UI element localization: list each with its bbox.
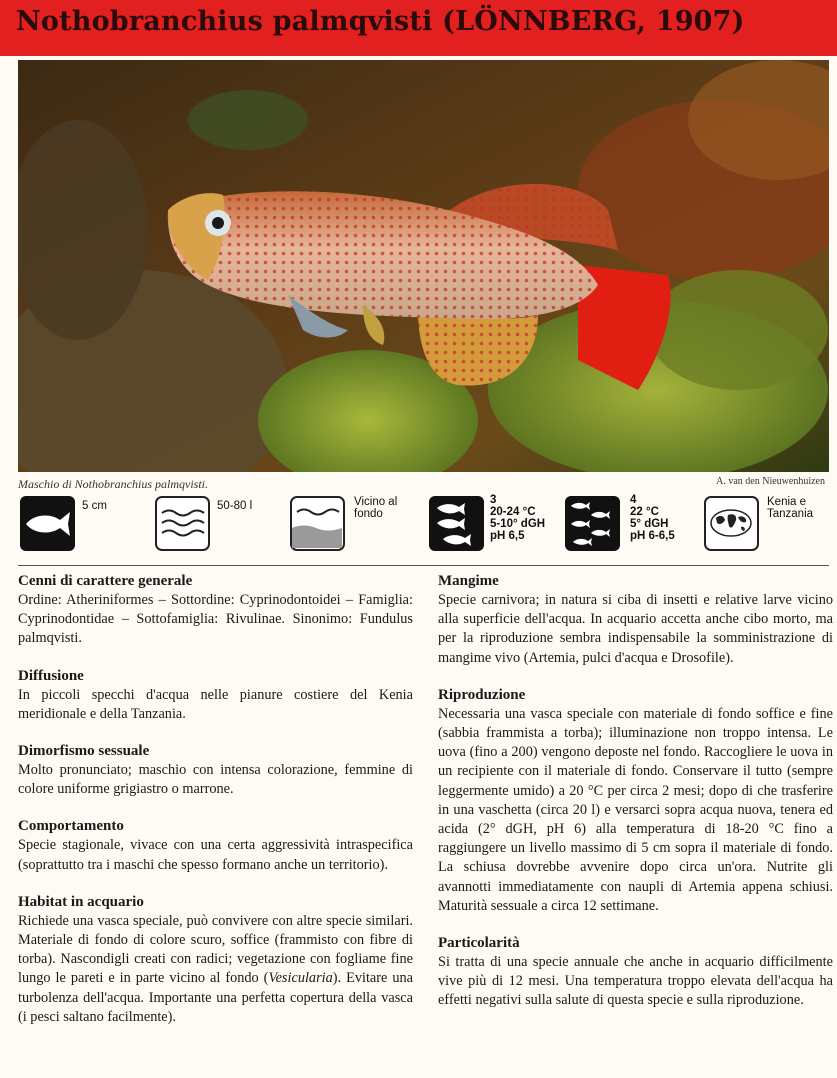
section-text: Richiede una vasca speciale, può convivere con altre specie similari. Materiale di fondo di colore scuro, soffice (frammisto con fibre di torba). Nascondigli creati con radici; vegetazione con fogliame fine lungo le pareti e in parte vicino al fondo (Vesicularia). Evitare una turbolenza dell'acqua. Importante una perfetta copertura della vasca (i pesci saltano facilmente). — [18, 912, 413, 1025]
section-heading: Dimorfismo sessuale — [18, 743, 150, 760]
tank-volume-icon — [155, 496, 210, 551]
section-text: Specie carnivora; in natura si ciba di insetti e relative larve vicino alla superficie dell'acqua. In acquario accetta anche cibo morto, ma per la riproduzione sembra indispensabile la somministrazione di mangime vivo (Artemia, pulci d'acqua e Drosofile). — [438, 592, 833, 666]
section-heading: Mangime — [438, 573, 499, 589]
section-general — [18, 572, 413, 649]
section-notes — [438, 934, 833, 1011]
group-b-params: 4 22 °C 5° dGH pH 6-6,5 — [630, 494, 675, 542]
section-text: Necessaria una vasca speciale con materiale di fondo soffice e fine (sabbia frammista a torba); illuminazione non troppo intensa. Le uova (fino a 200) vengono deposte nel fondo. Raccogliere le uova in un recipiente con il materiale di fondo. Conservare il tutto (sempre leggermente umido) a 20 °C per circa 2 mesi; dopo di che trasferire in una vaschetta (circa 20 l) e versarci sopra acqua nuova, tenera ed acida (2° dGH, pH 6) alla temperatura di 18-20 °C fino a raggiungere un livello massimo di 5 cm sopra il materiale di fondo. La schiusa dovrebbe avvenire dopo circa un'ora. Nutrite gli avannotti immediatamente con naupli di Artemia appena schiusi. Maturità sessuale a circa 12 settimane. — [438, 705, 833, 914]
swim-zone-label: Vicino al fondo — [354, 496, 398, 520]
right-column — [438, 572, 833, 1029]
section-heading: Comportamento — [18, 818, 124, 835]
fish-group-icon — [565, 496, 620, 551]
group-a-params: 3 20-24 °C 5-10° dGH pH 6,5 — [490, 494, 546, 542]
section-distribution — [18, 667, 413, 724]
fish-size-icon — [20, 496, 75, 551]
section-text: Molto pronunciato; maschio con intensa colorazione, femmine di colore uniforme grigiastro o marrone. — [18, 762, 413, 798]
photo-credit: A. van den Nieuwenhuizen — [716, 476, 825, 487]
section-behaviour — [18, 817, 413, 874]
divider — [18, 565, 829, 566]
section-heading: Particolarità — [438, 935, 520, 952]
section-heading: Cenni di carattere generale — [18, 573, 193, 589]
left-column — [18, 572, 413, 1045]
section-habitat — [18, 893, 413, 1027]
volume-label: 50-80 l — [217, 500, 253, 512]
section-text: In piccoli specchi d'acqua nelle pianure costiere del Kenia meridionale e della Tanzania. — [18, 686, 413, 722]
swim-zone-icon — [290, 496, 345, 551]
section-heading: Diffusione — [18, 667, 84, 684]
icon-strip — [18, 494, 829, 556]
section-text: Specie stagionale, vivace con una certa aggressività intraspecifica (soprattutto tra i maschi che spesso formano anche un territorio). — [18, 837, 413, 873]
world-map-icon — [704, 496, 759, 551]
section-heading: Riproduzione — [438, 686, 526, 703]
page-title: Nothobranchius palmqvisti (LÖNNBERG, 1907) — [16, 6, 745, 37]
origin-label: Kenia e Tanzania — [767, 496, 814, 520]
section-reproduction — [438, 686, 833, 916]
fish-school-icon — [429, 496, 484, 551]
section-food — [438, 572, 833, 668]
size-label: 5 cm — [82, 500, 107, 512]
section-dimorphism — [18, 742, 413, 799]
section-text: Ordine: Atheriniformes – Sottordine: Cyprinodontoidei – Famiglia: Cyprinodontidae – Sottofamiglia: Rivulinae. Sinonimo: Fundulus palmqvisti. — [18, 592, 413, 647]
fish-photo — [18, 60, 829, 472]
section-heading: Habitat in acquario — [18, 893, 144, 910]
section-text: Si tratta di una specie annuale che anche in acquario difficilmente vive più di 12 mesi. Una temperatura troppo elevata dell'acqua ha effetti negativi sulla salute di questa specie e sulla riproduzione. — [438, 954, 833, 1009]
title-bar — [0, 0, 837, 56]
photo-caption: Maschio di Nothobranchius palmqvisti. — [18, 477, 208, 491]
